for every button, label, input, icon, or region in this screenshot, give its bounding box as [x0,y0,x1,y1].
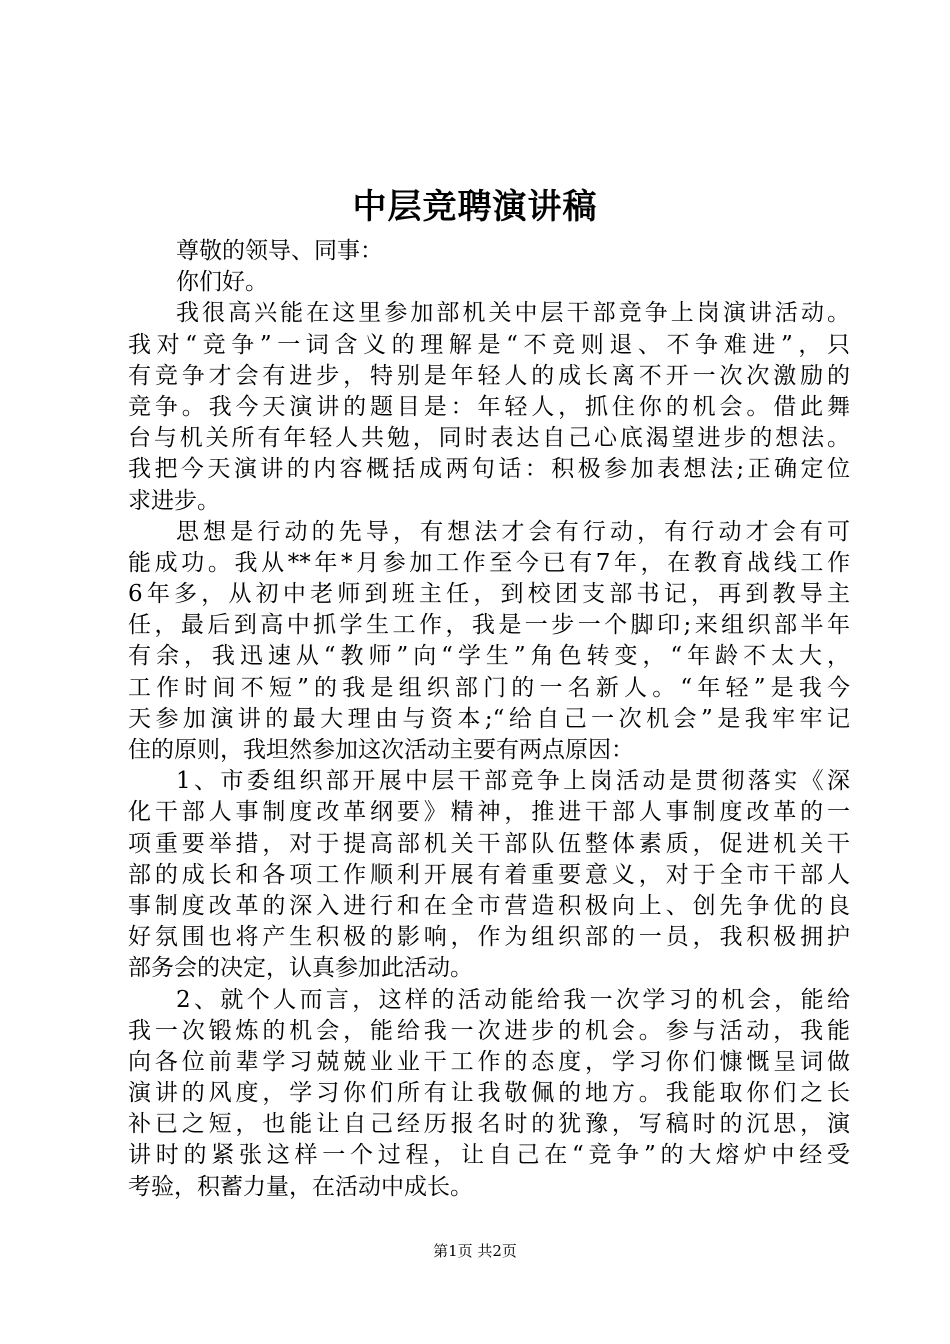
paragraph-line: 部的成长和各项工作顺利开展有着重要意义，对于全市干部人 [128,861,850,888]
paragraph-line: 1、市委组织部开展中层干部竞争上岗活动是贯彻落实《深 [176,768,850,795]
paragraph-line: 我一次锻炼的机会，能给我一次进步的机会。参与活动，我能 [128,1017,850,1044]
paragraph-line: 向各位前辈学习兢兢业业干工作的态度，学习你们慷慨呈词做 [128,1048,850,1075]
paragraph-line: 思想是行动的先导，有想法才会有行动，有行动才会有可 [176,518,850,545]
page-footer: 第1页 共2页 [433,1242,517,1260]
paragraph-line: 任，最后到高中抓学生工作，我是一步一个脚印;来组织部半年 [128,612,850,639]
paragraph-line: 有竞争才会有进步，特别是年轻人的成长离不开一次次激励的 [128,362,850,389]
document-body [128,236,850,1203]
paragraph-line: 我把今天演讲的内容概括成两句话：积极参加表想法;正确定位 [128,456,850,483]
paragraph-line: 演讲的风度，学习你们所有让我敬佩的地方。我能取你们之长 [128,1080,850,1107]
salutation-line: 尊敬的领导、同事： [176,238,383,264]
paragraph-line: 项重要举措，对于提高部机关干部队伍整体素质，促进机关干 [128,830,850,857]
paragraph-line: 有余，我迅速从“教师”向“学生”角色转变，“年龄不太大， [128,643,850,670]
paragraph-line: 工作时间不短”的我是组织部门的一名新人。“年轻”是我今 [128,674,850,701]
paragraph-line: 竞争。我今天演讲的题目是：年轻人，抓住你的机会。借此舞 [128,393,850,420]
paragraph-line: 部务会的决定，认真参加此活动。 [128,955,473,982]
paragraph-line: 6年多，从初中老师到班主任，到校团支部书记，再到教导主 [128,581,850,608]
paragraph-line: 我对“竞争”一词含义的理解是“不竞则退、不争难进”，只 [128,331,850,358]
paragraph-line: 补已之短，也能让自己经历报名时的犹豫，写稿时的沉思，演 [128,1111,850,1138]
paragraph-line: 讲时的紧张这样一个过程，让自己在“竞争”的大熔炉中经受 [128,1142,850,1169]
document-title: 中层竞聘演讲稿 [352,187,598,227]
paragraph-line: 我很高兴能在这里参加部机关中层干部竞争上岗演讲活动。 [176,300,850,327]
paragraph-line: 台与机关所有年轻人共勉，同时表达自己心底渴望进步的想法。 [128,425,850,452]
paragraph-line: 考验，积蓄力量，在活动中成长。 [128,1173,473,1200]
greeting-line: 你们好。 [176,269,268,296]
paragraph-line: 好氛围也将产生积极的影响，作为组织部的一员，我积极拥护 [128,924,850,951]
paragraph-line: 事制度改革的深入进行和在全市营造积极向上、创先争优的良 [128,892,850,919]
paragraph-line: 住的原则，我坦然参加这次活动主要有两点原因： [128,737,634,763]
paragraph-line: 天参加演讲的最大理由与资本;“给自己一次机会”是我牢牢记 [128,705,850,732]
paragraph-line: 能成功。我从**年*月参加工作至今已有7年，在教育战线工作 [128,549,850,576]
paragraph-line: 化干部人事制度改革纲要》精神，推进干部人事制度改革的一 [128,799,850,826]
paragraph-line: 2、就个人而言，这样的活动能给我一次学习的机会，能给 [176,986,850,1013]
paragraph-line: 求进步。 [128,487,220,514]
